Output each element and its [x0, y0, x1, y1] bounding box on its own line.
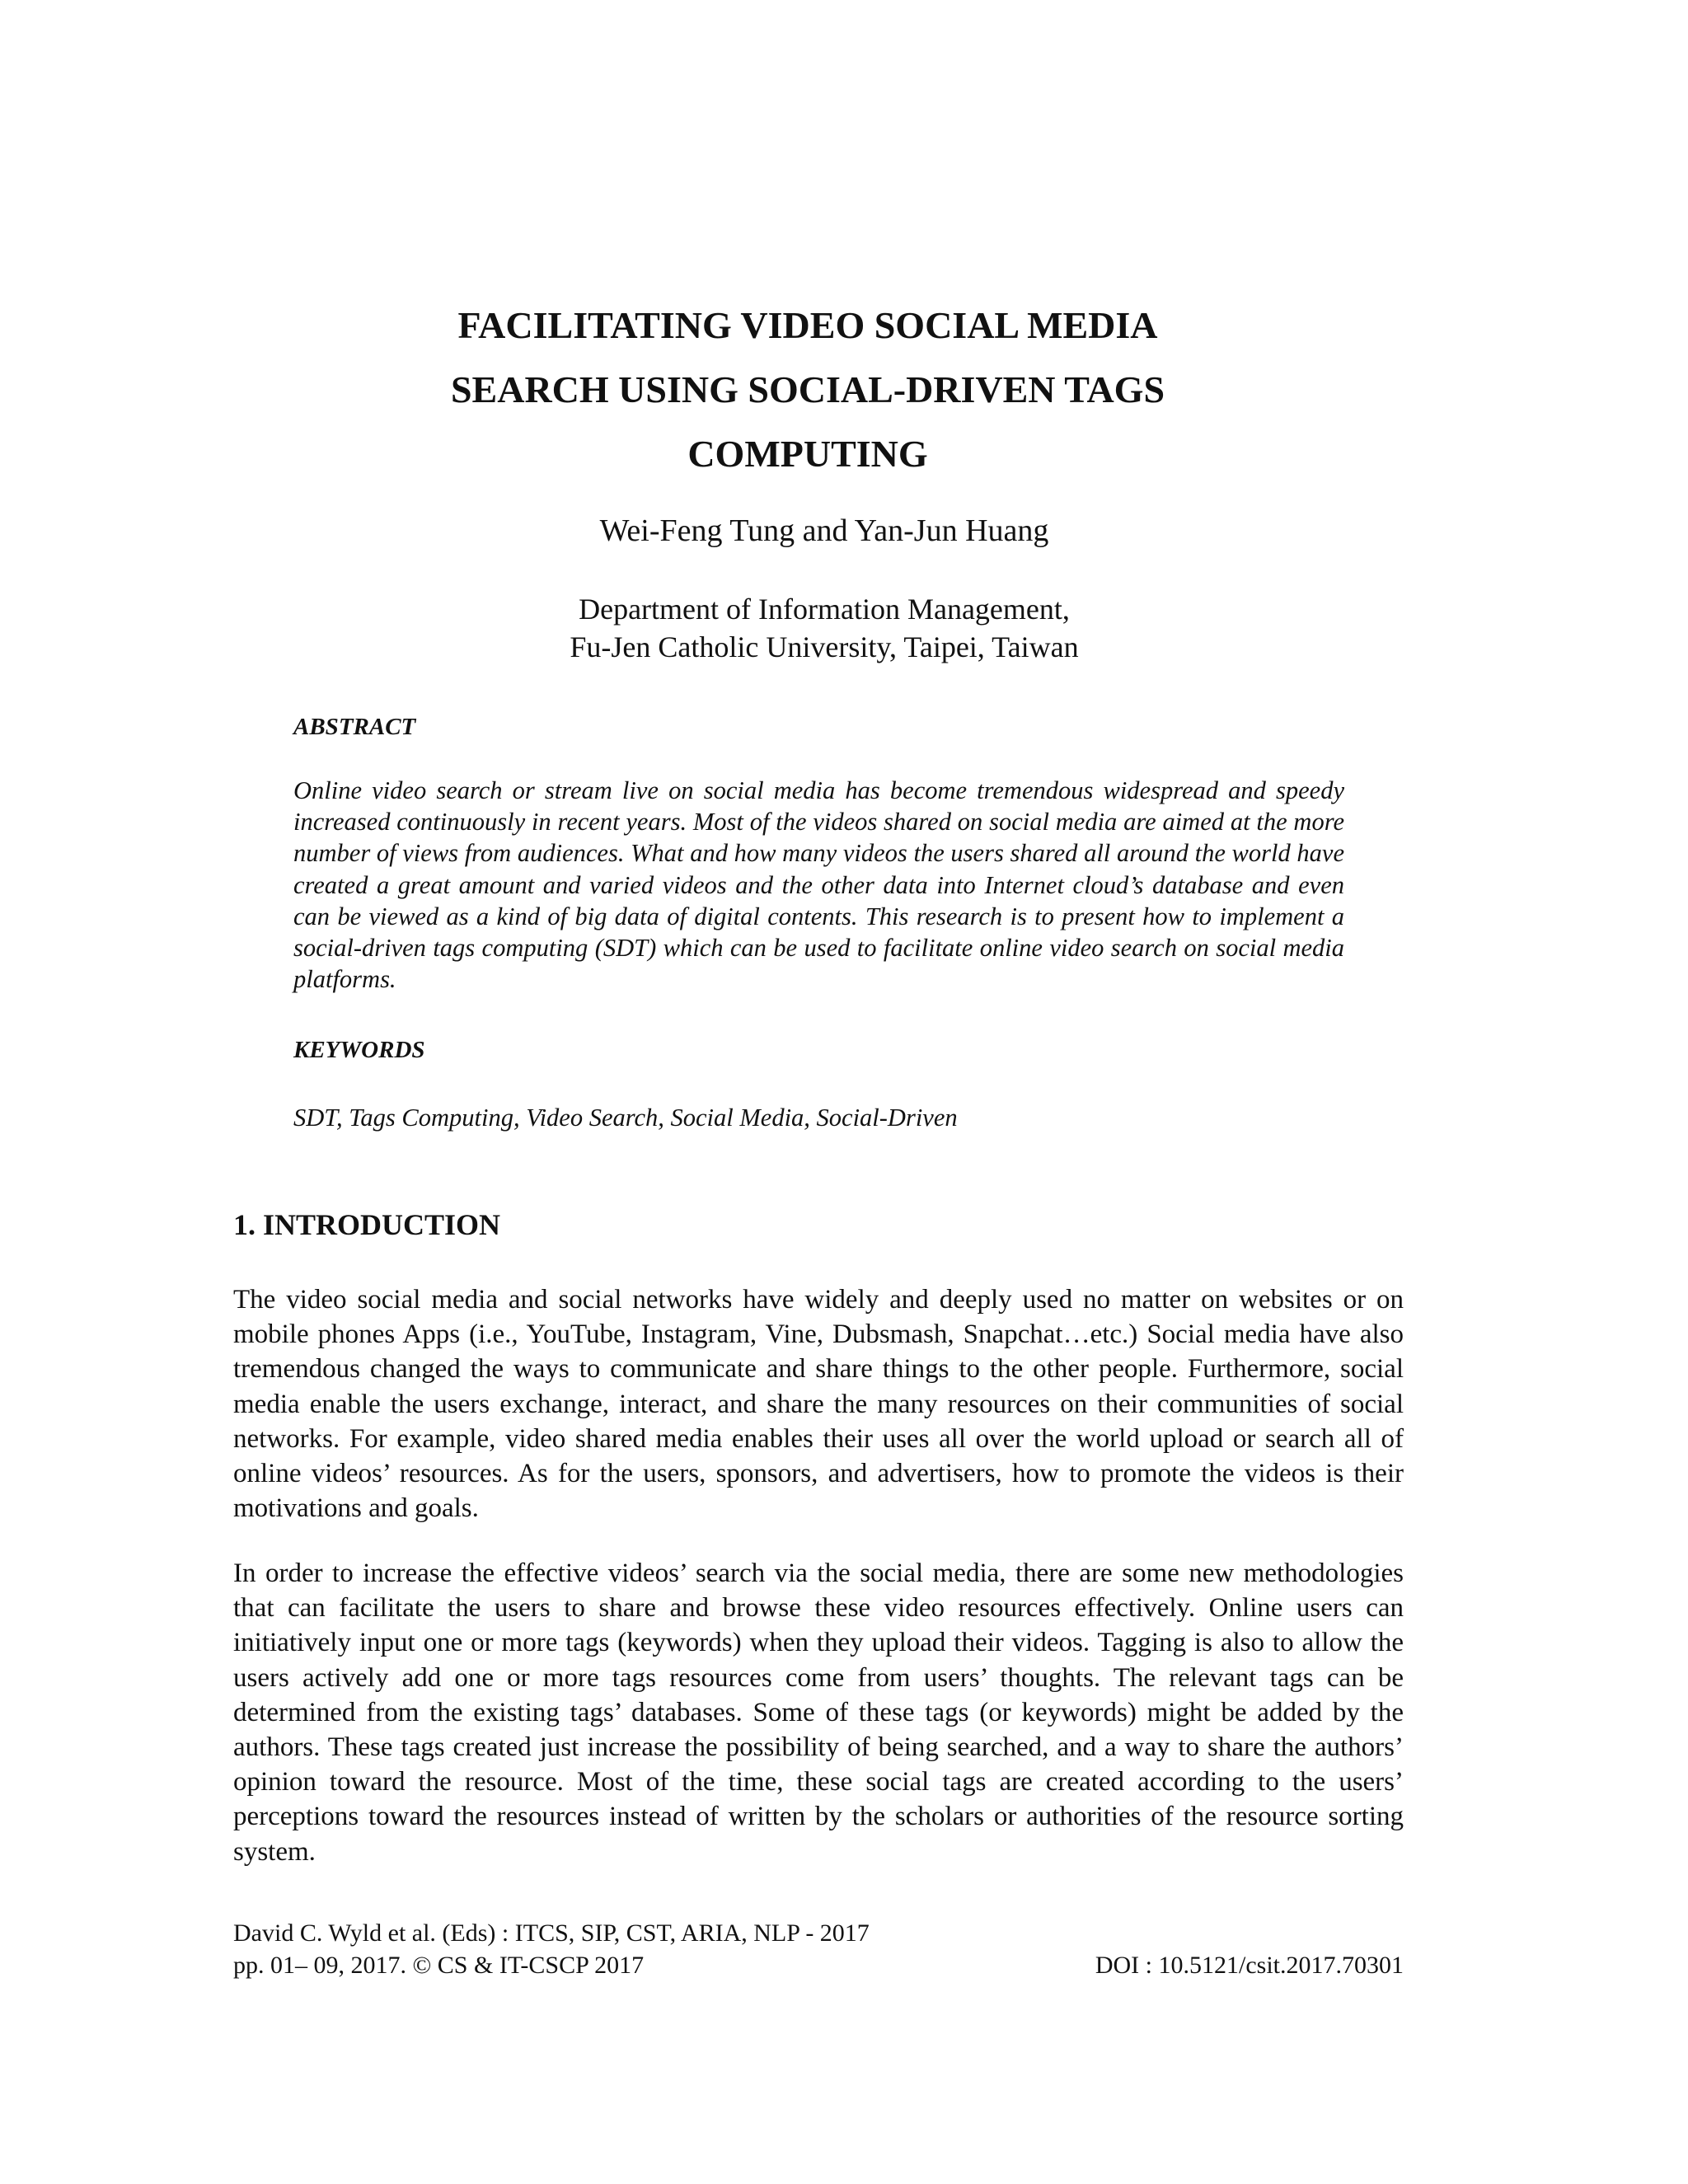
intro-paragraph-2: In order to increase the effective videos’ search via the social media, there are some new methodologies that can facilitate the users to share and browse these video resources effectively. Online users can initiatively input one or more tags (keywords) when they upload their videos. Tagging is also to allow the users actively add one or more tags resources come from users’ thoughts. The relevant tags can be determined from the existing tags’ databases. Some of these tags (or keywords) might be added by the authors. These tags created just increase the possibility of being searched, and a way to share the authors’ opinion toward the resource. Most of the time, these social tags are created according to the users’ perceptions toward the resources instead of written by the scholars or authorities of the resource sorting system. — [233, 1558, 1404, 1867]
abstract-heading: ABSTRACT — [293, 714, 416, 740]
paper-title — [231, 293, 1385, 486]
title-line-1: FACILITATING VIDEO SOCIAL MEDIA — [457, 304, 1158, 346]
title-line-3: COMPUTING — [687, 433, 928, 475]
footer-pages: pp. 01– 09, 2017. © CS & IT-CSCP 2017 — [233, 1952, 645, 1979]
intro-paragraph-1: The video social media and social networks have widely and deeply used no matter on websites or on mobile phones Apps (i.e., YouTube, Instagram, Vine, Dubsmash, Snapchat…etc.) Social media have also tremendous changed the ways to communicate and share things to the other people. Furthermore, social media enable the users exchange, interact, and share the many resources on their communities of social networks. For example, video shared media enables their uses all over the world upload or search all of online videos’ resources. As for the users, sponsors, and advertisers, how to promote the videos is their motivations and goals. — [233, 1285, 1404, 1524]
footer-proceedings: David C. Wyld et al. (Eds) : ITCS, SIP, CST, ARIA, NLP - 2017 — [233, 1919, 870, 1947]
keywords-text: SDT, Tags Computing, Video Search, Social Media, Social-Driven — [293, 1104, 958, 1132]
keywords-heading: KEYWORDS — [293, 1037, 425, 1063]
affiliation-line-2: Fu-Jen Catholic University, Taipei, Taiwan — [570, 630, 1079, 663]
affiliation — [231, 590, 1418, 666]
footer-doi: DOI : 10.5121/csit.2017.70301 — [1095, 1952, 1404, 1979]
footer-line-1 — [233, 1917, 1404, 1949]
page-footer — [233, 1917, 1404, 1981]
footer-line-2 — [233, 1949, 1404, 1981]
affiliation-line-1: Department of Information Management, — [579, 593, 1070, 626]
authors: Wei-Feng Tung and Yan-Jun Huang — [599, 513, 1049, 548]
introduction-heading: 1. INTRODUCTION — [233, 1208, 501, 1241]
abstract-text: Online video search or stream live on social media has become tremendous widespread and speedy increased continuously in recent years. Most of the videos shared on social media are aimed at the more number of views from audiences. What and how many videos the users shared all around the world have created a great amount and varied videos and the other data into Internet cloud’s database and even can be viewed as a kind of big data of digital contents. This research is to present how to implement a social-driven tags computing (SDT) which can be used to facilitate online video search on social media platforms. — [293, 776, 1344, 994]
title-line-2: SEARCH USING SOCIAL-DRIVEN TAGS — [450, 368, 1165, 410]
